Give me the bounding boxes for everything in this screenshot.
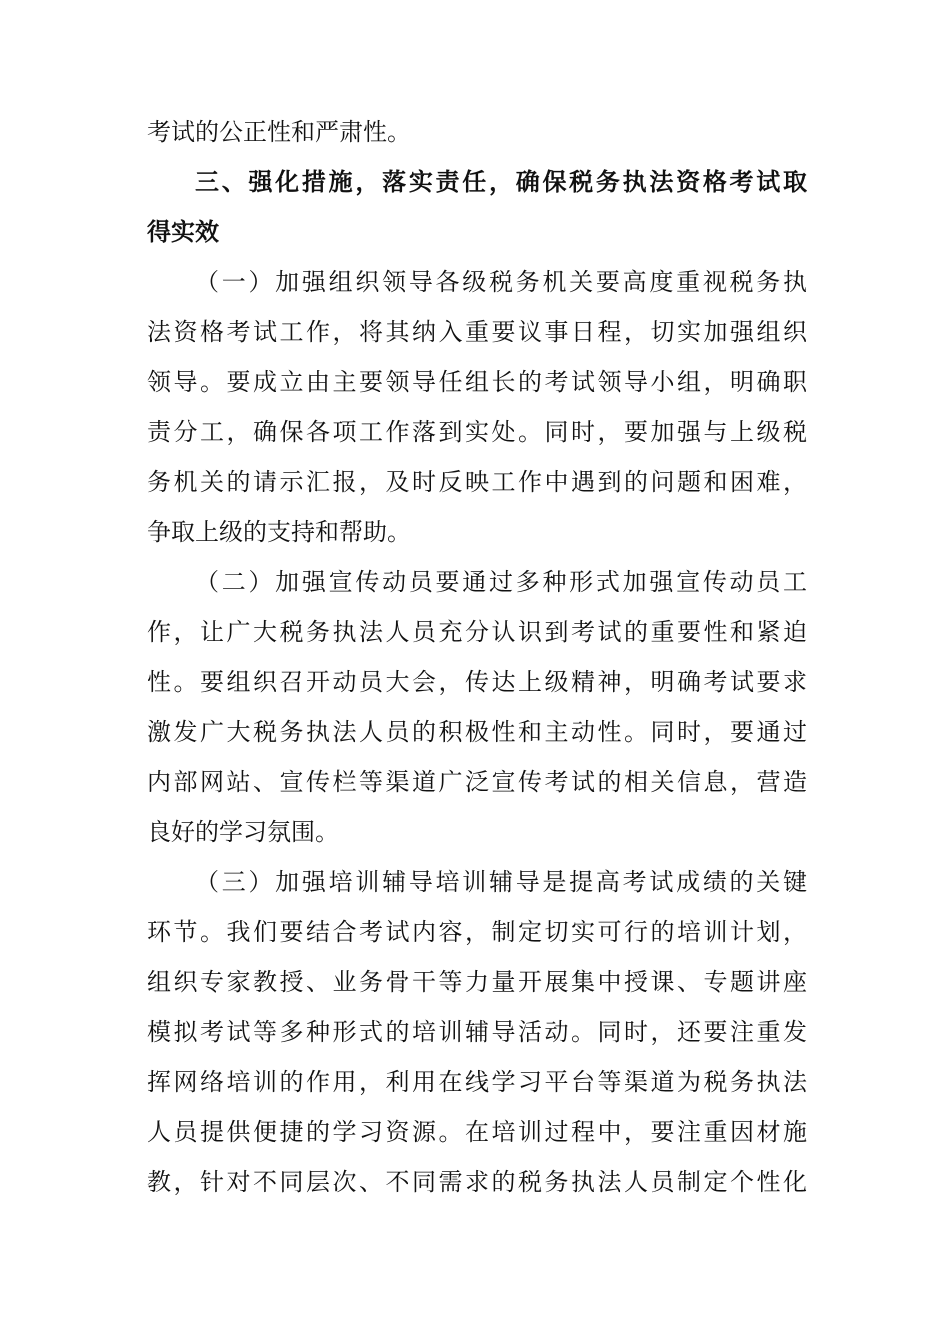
- paragraph-line: 挥网络培训的作用，利用在线学习平台等渠道为税务执法: [147, 1068, 807, 1096]
- paragraph-line: （一）加强组织领导各级税务机关要高度重视税务执: [195, 268, 807, 296]
- paragraph-line: 务机关的请示汇报，及时反映工作中遇到的问题和困难，: [147, 468, 807, 496]
- paragraph-line: （三）加强培训辅导培训辅导是提高考试成绩的关键: [195, 868, 807, 896]
- paragraph-line: 责分工，确保各项工作落到实处。同时，要加强与上级税: [147, 418, 807, 446]
- paragraph-line: 争取上级的支持和帮助。: [147, 518, 411, 546]
- paragraph-line: 模拟考试等多种形式的培训辅导活动。同时，还要注重发: [147, 1018, 807, 1046]
- paragraph-line: 环节。我们要结合考试内容，制定切实可行的培训计划，: [147, 918, 807, 946]
- paragraph-line: 考试的公正性和严肃性。: [147, 118, 411, 146]
- paragraph-line: 组织专家教授、业务骨干等力量开展集中授课、专题讲座: [147, 968, 807, 996]
- paragraph-line: （二）加强宣传动员要通过多种形式加强宣传动员工: [195, 568, 807, 596]
- paragraph-line: 教，针对不同层次、不同需求的税务执法人员制定个性化: [147, 1168, 807, 1196]
- paragraph-line: 内部网站、宣传栏等渠道广泛宣传考试的相关信息，营造: [147, 768, 807, 796]
- paragraph-line: 激发广大税务执法人员的积极性和主动性。同时，要通过: [147, 718, 807, 746]
- paragraph-line: 良好的学习氛围。: [147, 818, 339, 846]
- paragraph-line: 性。要组织召开动员大会，传达上级精神，明确考试要求: [147, 668, 807, 696]
- section-heading-line: 三、强化措施，落实责任，确保税务执法资格考试取: [195, 168, 807, 196]
- paragraph-line: 法资格考试工作，将其纳入重要议事日程，切实加强组织: [147, 318, 807, 346]
- paragraph-line: 作，让广大税务执法人员充分认识到考试的重要性和紧迫: [147, 618, 807, 646]
- paragraph-line: 领导。要成立由主要领导任组长的考试领导小组，明确职: [147, 368, 807, 396]
- section-heading-line: 得实效: [147, 218, 219, 246]
- paragraph-line: 人员提供便捷的学习资源。在培训过程中，要注重因材施: [147, 1118, 807, 1146]
